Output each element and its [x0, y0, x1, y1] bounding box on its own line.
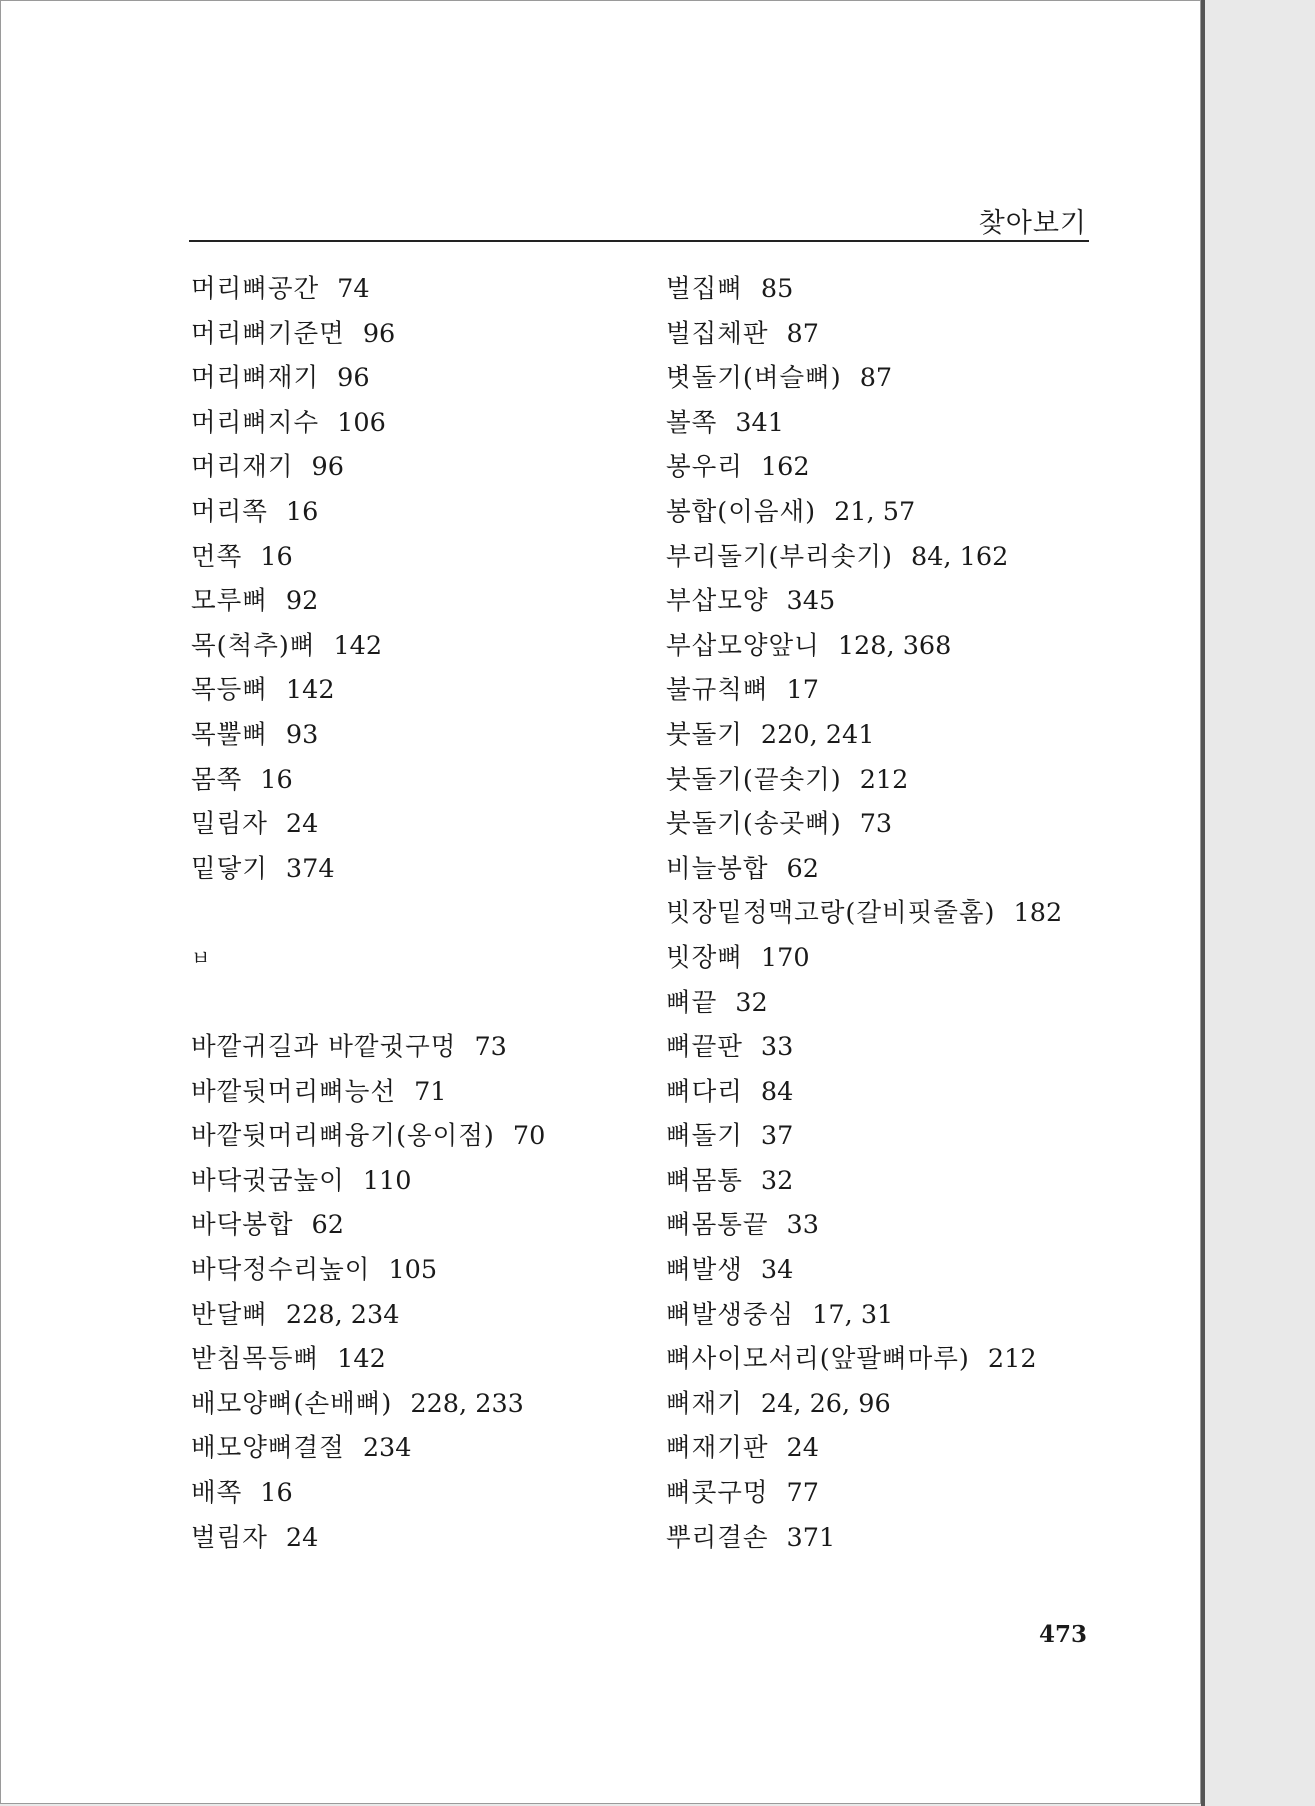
- index-term: 볼쪽: [666, 407, 718, 438]
- index-pages: 341: [735, 407, 784, 438]
- index-entry: [191, 802, 641, 847]
- index-entry: [191, 1159, 641, 1204]
- index-term: 바깥귀길과 바깥귓구멍: [191, 1032, 457, 1063]
- index-pages: 162: [760, 452, 810, 483]
- index-entry: [666, 758, 1126, 803]
- index-pages: 32: [760, 1165, 794, 1196]
- index-term: 받침목등뼈: [191, 1344, 320, 1375]
- index-pages: 34: [760, 1255, 794, 1286]
- index-column-left: [191, 267, 641, 1560]
- index-pages: 16: [285, 496, 319, 527]
- running-header-title: 찾아보기: [978, 208, 1087, 239]
- index-pages: 92: [285, 586, 319, 617]
- section-heading-bieup: ㅂ: [191, 945, 211, 970]
- index-term: 바깥뒷머리뼈능선: [191, 1076, 397, 1107]
- section-gap: [191, 891, 641, 936]
- index-entry: [191, 401, 641, 446]
- index-pages: 96: [362, 318, 396, 349]
- index-term: 머리뼈재기: [191, 363, 320, 394]
- index-pages: 24: [285, 1522, 319, 1553]
- index-term: 벌림자: [191, 1522, 268, 1553]
- index-pages: 85: [760, 274, 794, 304]
- index-entry: [191, 1203, 641, 1248]
- index-pages: 371: [786, 1522, 836, 1553]
- index-pages: 96: [337, 363, 370, 394]
- index-entry: [666, 1516, 1126, 1561]
- index-term: 뼈발생중심: [666, 1299, 795, 1330]
- index-term: 배쪽: [191, 1478, 243, 1509]
- index-term: 불규칙뼈: [666, 675, 769, 706]
- index-entry: [666, 401, 1126, 446]
- index-entry: [191, 445, 641, 490]
- index-term: 벌집체판: [666, 318, 769, 349]
- index-pages: 228, 234: [285, 1299, 400, 1330]
- index-term: 뼈재기: [666, 1388, 743, 1419]
- index-term: 붓돌기(끝솟기): [666, 764, 842, 795]
- index-entry: [666, 1203, 1126, 1248]
- index-term: 목등뼈: [191, 675, 268, 706]
- index-entry: [191, 490, 641, 535]
- index-term: 반달뼈: [191, 1299, 268, 1330]
- index-entry: [666, 936, 1126, 981]
- index-entry: [666, 1382, 1126, 1427]
- index-term: 바닥귓굼높이: [191, 1165, 345, 1196]
- index-pages: 106: [337, 407, 386, 438]
- index-entry: [666, 624, 1126, 669]
- index-pages: 70: [512, 1121, 546, 1152]
- index-term: 봉우리: [666, 452, 743, 483]
- index-pages: 234: [362, 1433, 412, 1464]
- index-pages: 77: [786, 1478, 819, 1509]
- index-pages: 24: [285, 809, 319, 840]
- index-entry: [666, 356, 1126, 401]
- index-pages: 84: [760, 1076, 794, 1107]
- index-pages: 374: [285, 853, 335, 884]
- index-term: 빗장뼈: [666, 942, 743, 973]
- index-term: 배모양뼈결절: [191, 1433, 345, 1464]
- index-term: 부리돌기(부리솟기): [666, 541, 893, 572]
- index-pages: 87: [786, 318, 819, 349]
- index-term: 뼈돌기: [666, 1121, 743, 1152]
- index-entry: [666, 490, 1126, 535]
- index-pages: 212: [859, 764, 909, 795]
- index-entry: [666, 668, 1126, 713]
- index-entry: [666, 579, 1126, 624]
- index-column-right: [666, 267, 1126, 1560]
- index-pages: 62: [311, 1210, 344, 1241]
- index-entry: [191, 1516, 641, 1561]
- index-pages: 110: [362, 1165, 412, 1196]
- index-term: 모루뼈: [191, 586, 268, 617]
- index-term: 바깥뒷머리뼈융기(옹이점): [191, 1121, 495, 1152]
- index-entry: [666, 312, 1126, 357]
- index-pages: 62: [786, 853, 819, 884]
- index-entry: [191, 1114, 641, 1159]
- index-term: 목뿔뼈: [191, 719, 268, 750]
- index-pages: 24: [786, 1433, 819, 1464]
- index-pages: 74: [337, 274, 370, 304]
- index-entry: [191, 535, 641, 580]
- index-term: 목(척추)뼈: [191, 630, 316, 661]
- index-pages: 16: [260, 541, 293, 572]
- index-term: 뼈끝판: [666, 1032, 743, 1063]
- index-term: 붓돌기: [666, 719, 743, 750]
- index-entry: [666, 1114, 1126, 1159]
- index-term: 머리뼈지수: [191, 407, 320, 438]
- index-entry: [191, 1471, 641, 1516]
- index-entry: [666, 1293, 1126, 1338]
- index-entry: [666, 847, 1126, 892]
- index-term: 머리쪽: [191, 496, 268, 527]
- index-term: 배모양뼈(손배뼈): [191, 1388, 393, 1419]
- index-entry: [666, 1159, 1126, 1204]
- index-pages: 212: [987, 1344, 1037, 1375]
- index-pages: 128, 368: [837, 630, 952, 661]
- index-entry: [191, 267, 641, 312]
- index-term: 뼈몸통끝: [666, 1210, 769, 1241]
- index-term: 머리뼈공간: [191, 274, 320, 304]
- index-pages: 84, 162: [910, 541, 1009, 572]
- index-term: 뼈끝: [666, 987, 718, 1018]
- index-term: 뼈재기판: [666, 1433, 769, 1464]
- index-pages: 73: [859, 809, 893, 840]
- index-pages: 33: [786, 1210, 819, 1241]
- index-term: 뼈다리: [666, 1076, 743, 1107]
- index-entry: [666, 713, 1126, 758]
- index-entry: [191, 1293, 641, 1338]
- index-entry: [191, 1025, 641, 1070]
- index-entry: [666, 535, 1126, 580]
- index-term: 몸쪽: [191, 764, 243, 795]
- index-entry: [191, 1337, 641, 1382]
- index-entry: [666, 1070, 1126, 1115]
- index-pages: 220, 241: [760, 719, 875, 750]
- index-pages: 17, 31: [812, 1299, 894, 1330]
- index-term: 뼈발생: [666, 1255, 743, 1286]
- index-pages: 71: [414, 1076, 447, 1107]
- index-pages: 142: [285, 675, 335, 706]
- index-pages: 33: [760, 1032, 794, 1063]
- index-pages: 16: [260, 764, 293, 795]
- index-pages: 21, 57: [834, 496, 916, 527]
- index-term: 벌집뼈: [666, 274, 743, 304]
- index-pages: 32: [735, 987, 768, 1018]
- index-term: 빗장밑정맥고랑(갈비핏줄홈): [666, 898, 996, 929]
- index-entry: [191, 356, 641, 401]
- index-pages: 16: [260, 1478, 293, 1509]
- index-pages: 24, 26, 96: [760, 1388, 891, 1419]
- index-pages: 17: [786, 675, 819, 706]
- index-term: 뼈몸통: [666, 1165, 743, 1196]
- index-pages: 93: [285, 719, 319, 750]
- index-pages: 142: [337, 1344, 386, 1375]
- index-term: 봉합(이음새): [666, 496, 817, 527]
- index-entry: [666, 802, 1126, 847]
- index-pages: 142: [333, 630, 383, 661]
- index-pages: 87: [859, 363, 893, 394]
- index-term: 볏돌기(벼슬뼈): [666, 363, 842, 394]
- header-rule: [189, 240, 1089, 242]
- index-term: 머리재기: [191, 452, 294, 483]
- index-entry: [666, 891, 1126, 936]
- index-pages: 105: [388, 1255, 438, 1286]
- index-entry: [191, 1426, 641, 1471]
- index-entry: [666, 1471, 1126, 1516]
- index-pages: 345: [786, 586, 836, 617]
- index-pages: 73: [474, 1032, 507, 1063]
- index-entry: [191, 713, 641, 758]
- index-term: 바닥봉합: [191, 1210, 294, 1241]
- index-entry: [666, 1426, 1126, 1471]
- index-entry: [191, 1070, 641, 1115]
- index-term: 먼쪽: [191, 541, 243, 572]
- index-entry: [191, 624, 641, 669]
- index-pages: 37: [760, 1121, 794, 1152]
- page-number: 473: [1038, 1621, 1087, 1648]
- index-entry: [191, 1248, 641, 1293]
- index-term: 비늘봉합: [666, 853, 769, 884]
- index-term: 뼈콧구멍: [666, 1478, 769, 1509]
- index-term: 뿌리결손: [666, 1522, 769, 1553]
- page-edge-shadow: [1201, 0, 1205, 1806]
- index-term: 바닥정수리높이: [191, 1255, 371, 1286]
- index-term: 부삽모양앞니: [666, 630, 820, 661]
- index-entry: [666, 1248, 1126, 1293]
- index-term: 뼈사이모서리(앞팔뼈마루): [666, 1344, 970, 1375]
- index-entry: [191, 1382, 641, 1427]
- index-term: 밀림자: [191, 809, 268, 840]
- index-entry: [191, 758, 641, 803]
- index-pages: 96: [311, 452, 344, 483]
- index-entry: [666, 267, 1126, 312]
- index-term: 붓돌기(송곳뼈): [666, 809, 842, 840]
- index-pages: 228, 233: [410, 1388, 524, 1419]
- index-term: 밑닿기: [191, 853, 268, 884]
- index-term: 부삽모양: [666, 586, 769, 617]
- index-entry: [191, 312, 641, 357]
- index-entry: [666, 445, 1126, 490]
- index-entry: [666, 1025, 1126, 1070]
- index-entry: [191, 579, 641, 624]
- index-entry: [191, 668, 641, 713]
- index-entry: [191, 847, 641, 892]
- index-pages: 170: [760, 942, 810, 973]
- section-gap: [191, 981, 641, 1026]
- index-pages: 182: [1013, 898, 1063, 929]
- index-term: 머리뼈기준면: [191, 318, 345, 349]
- index-entry: [666, 1337, 1126, 1382]
- index-entry: [666, 981, 1126, 1026]
